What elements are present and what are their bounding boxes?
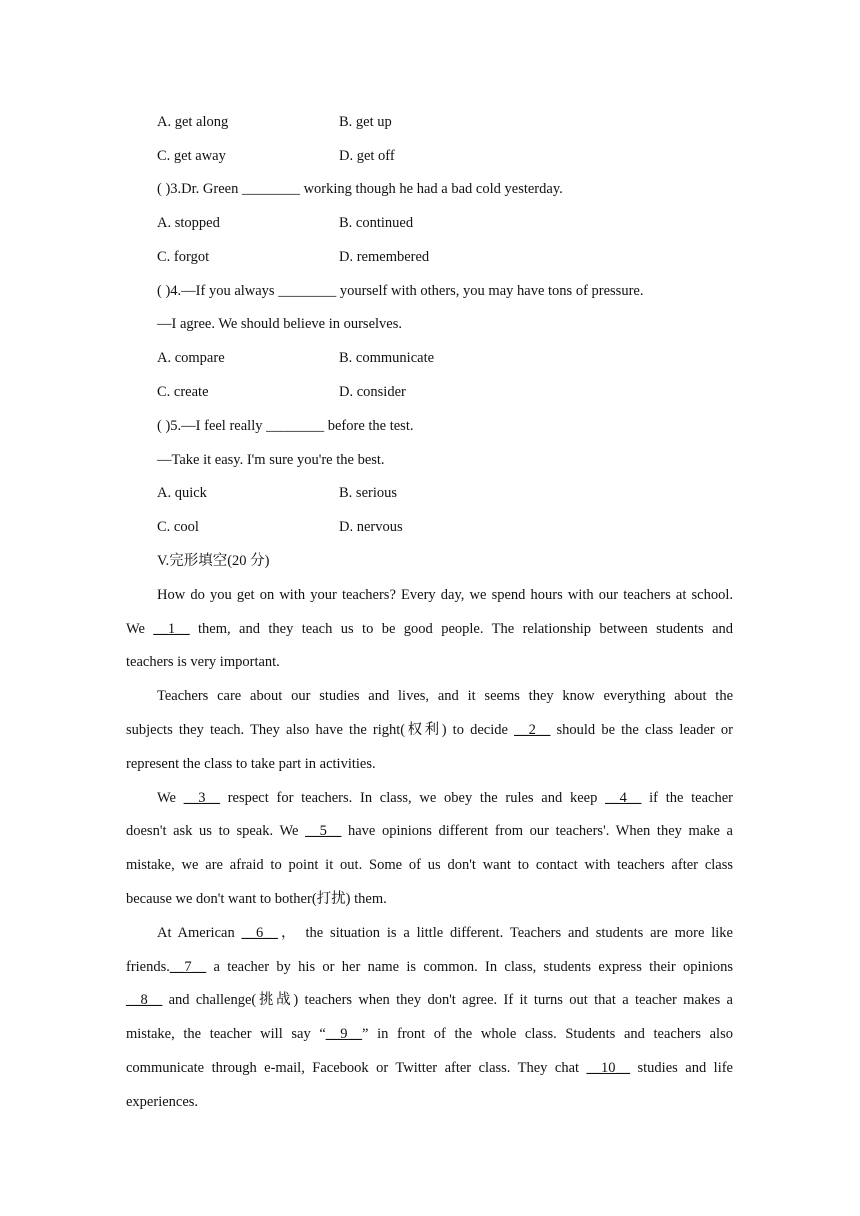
q5-option-a: A. quick [157,485,207,501]
p3-line-1: We __3__ respect for teachers. In class, we obey the rules and keep __4__ if the teacher [157,790,733,806]
q2-options-row-2 [157,146,757,166]
p4-line-2: friends.__7__ a teacher by his or her name is common. In class, students express their opinions [126,959,733,975]
p2-line-3: represent the class to take part in activities. [126,756,376,772]
blank-5[interactable]: __5__ [305,823,342,839]
q4-option-b: B. communicate [339,350,435,366]
q2-option-d: D. get off [339,148,395,164]
blank-9[interactable]: __9__ [325,1026,363,1042]
q4-option-d: D. consider [339,384,406,400]
blank-1[interactable]: __1__ [153,621,190,637]
p1-line-3: teachers is very important. [126,654,280,670]
q3-option-a: A. stopped [157,215,220,231]
q3-option-b: B. continued [339,215,414,231]
q3-option-c: C. forgot [157,249,210,265]
q3-stem: ( )3.Dr. Green ________ working though he had a bad cold yesterday. [157,181,563,197]
q4-options-row-1 [157,348,757,368]
q5-option-d: D. nervous [339,519,403,535]
blank-7[interactable]: __7__ [169,959,207,975]
blank-4[interactable]: __4__ [605,790,642,806]
blank-2[interactable]: __2__ [514,722,551,738]
p2-line-2: subjects they teach. They also have the right(权利) to decide __2__ should be the class leader or [126,722,733,738]
p3-line-2: doesn't ask us to speak. We __5__ have opinions different from our teachers'. When they make a [126,823,733,839]
q5-options-row-2 [157,517,757,537]
blank-8[interactable]: __8__ [126,992,163,1008]
q3-options-row-2 [157,247,757,267]
q3-option-d: D. remembered [339,249,430,265]
blank-10[interactable]: __10__ [586,1060,631,1076]
q4-option-c: C. create [157,384,209,400]
p1-line-1: How do you get on with your teachers? Every day, we spend hours with our teachers at school. [157,587,733,603]
p4-line-1: At American __6__， the situation is a little different. Teachers and students are more like [157,925,733,941]
p4-line-6: experiences. [126,1094,199,1110]
blank-3[interactable]: __3__ [183,790,220,806]
q2-option-a: A. get along [157,114,229,130]
q2-option-c: C. get away [157,148,226,164]
q5-reply: —Take it easy. I'm sure you're the best. [157,452,385,468]
q5-options-row-1 [157,483,757,503]
p3-line-4: because we don't want to bother(打扰) them. [126,891,387,907]
q2-options-row-1 [157,112,757,132]
p1-line-2: We __1__ them, and they teach us to be good people. The relationship between students and [126,621,734,637]
q5-option-c: C. cool [157,519,199,535]
q2-option-b: B. get up [339,114,392,130]
q4-options-row-2 [157,382,757,402]
q5-option-b: B. serious [339,485,397,501]
p3-line-3: mistake, we are afraid to point it out. Some of us don't want to contact with teachers after class [126,857,733,873]
blank-6[interactable]: __6__ [241,925,278,941]
q5-stem: ( )5.—I feel really ________ before the test. [157,418,414,434]
q3-options-row-1 [157,213,757,233]
q4-reply: —I agree. We should believe in ourselves. [157,316,402,332]
q4-option-a: A. compare [157,350,225,366]
p4-line-3: __8__ and challenge(挑战) teachers when they don't agree. If it turns out that a teacher makes a [126,992,733,1008]
p2-line-1: Teachers care about our studies and lives, and it seems they know everything about the [157,688,733,704]
section-v-heading: V.完形填空(20 分) [157,553,270,569]
p4-line-4: mistake, the teacher will say “__9__” in front of the whole class. Students and teachers also [126,1026,733,1042]
q4-stem: ( )4.—If you always ________ yourself with others, you may have tons of pressure. [157,283,644,299]
p4-line-5: communicate through e-mail, Facebook or Twitter after class. They chat __10__ studies and life [126,1060,733,1076]
